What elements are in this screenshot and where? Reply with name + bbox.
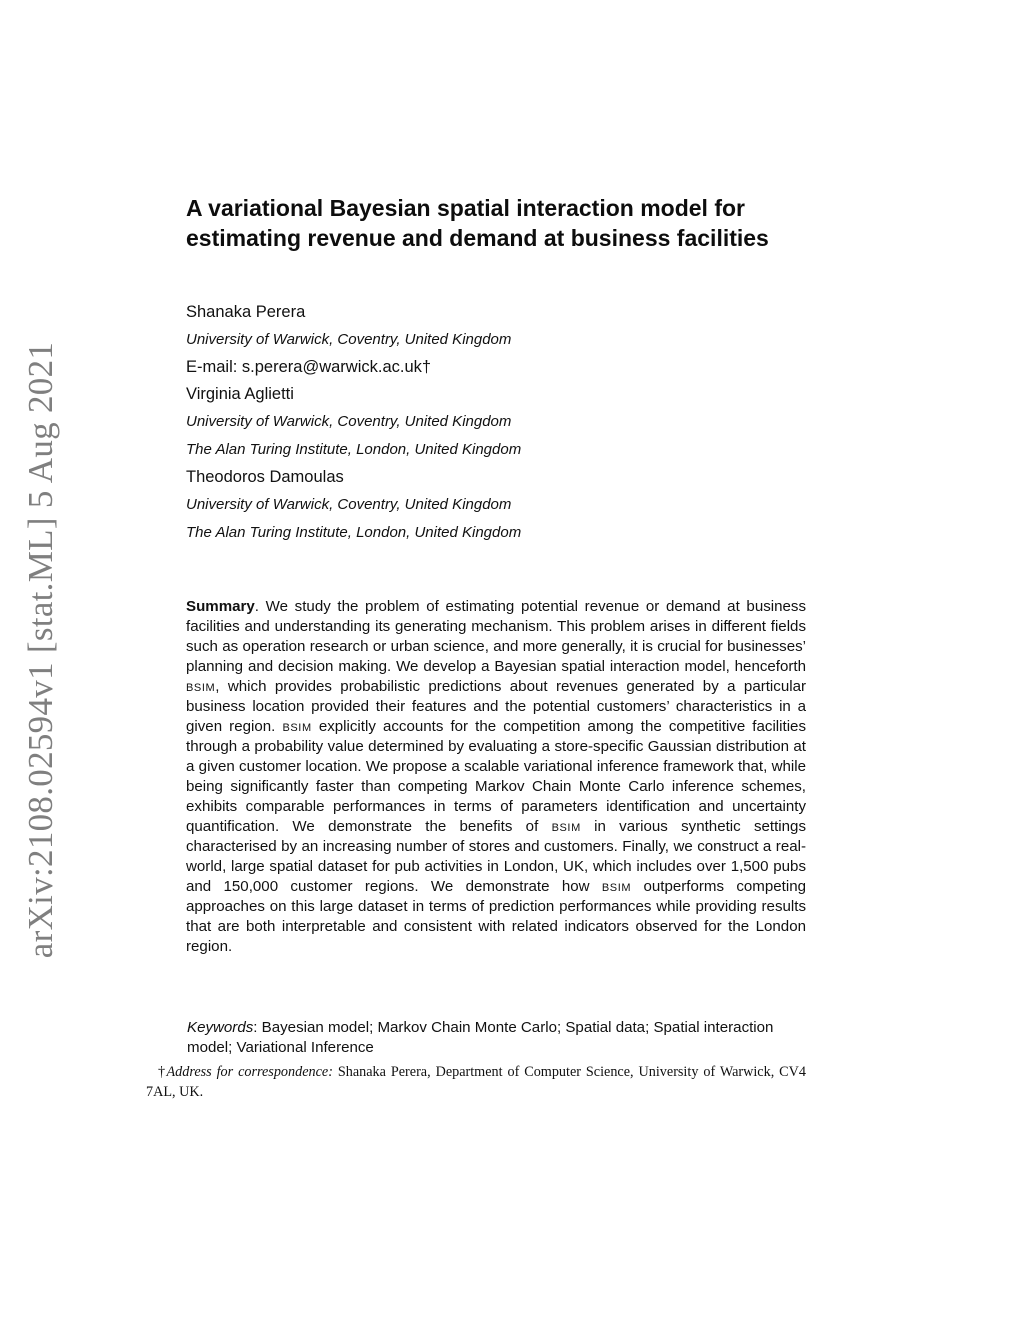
keywords-label: Keywords <box>187 1019 254 1036</box>
keywords-text: : Bayesian model; Markov Chain Monte Carlo; Spatial data; Spatial interaction model; Variational Inference <box>187 1019 774 1056</box>
summary-text-part-5: outperforms competing approaches on this large dataset in terms of prediction performances while providing results that are both interpretable and consistent with related indicators observed for the London region. <box>186 878 806 955</box>
model-name-bsim: bsim <box>601 878 632 895</box>
author-3-affiliation-2: The Alan Turing Institute, London, United Kingdom <box>186 524 522 541</box>
author-2-affiliation-1: University of Warwick, Coventry, United Kingdom <box>186 413 512 430</box>
footnote-text: Shanaka Perera, Department of Computer Science, University of Warwick, CV4 7AL, UK. <box>146 1064 806 1100</box>
summary-text-part-4: in various synthetic settings characterised by an increasing number of stores and customers. Finally, we construct a real-world, large spatial dataset for pub activities in London, UK, which includes over 1,500 pubs and 150,000 customer regions. We demonstrate how <box>186 818 806 895</box>
summary-paragraph <box>186 597 806 957</box>
summary-text-part-3: explicitly accounts for the competition among the competitive facilities through a probability value determined by evaluating a store-specific Gaussian distribution at a given customer location. We propose a scalable variational inference framework that, while being significantly faster than competing Markov Chain Monte Carlo inference schemes, exhibits comparable performances in terms of parameters identification and uncertainty quantification. We demonstrate the benefits of <box>186 718 806 835</box>
author-1-affiliation-1: University of Warwick, Coventry, United Kingdom <box>186 331 512 348</box>
author-2-affiliation-2: The Alan Turing Institute, London, United Kingdom <box>186 441 522 458</box>
author-block <box>186 299 806 547</box>
arxiv-id-text: arXiv:2108.02594v1 [stat.ML] 5 Aug 2021 <box>21 341 60 959</box>
summary-text-part-1: . We study the problem of estimating potential revenue or demand at business facilities and understanding its generating mechanism. This problem arises in different fields such as operation research or urban science, and more generally, it is crucial for businesses’ planning and decision making. We develop a Bayesian spatial interaction model, henceforth <box>186 598 806 675</box>
arxiv-identifier-stamp <box>18 341 64 959</box>
author-name-2: Virginia Aglietti <box>186 385 294 403</box>
correspondence-footnote <box>146 1062 806 1102</box>
keywords-line <box>187 1018 787 1058</box>
author-3-affiliation-1: University of Warwick, Coventry, United Kingdom <box>186 496 512 513</box>
author-1-email: E-mail: s.perera@warwick.ac.uk† <box>186 358 432 376</box>
author-name-1: Shanaka Perera <box>186 303 306 321</box>
model-name-bsim: bsim <box>186 678 216 695</box>
author-name-3: Theodoros Damoulas <box>186 468 344 486</box>
footnote-label: Address for correspondence: <box>166 1064 333 1080</box>
summary-text-part-2: , which provides probabilistic predictions about revenues generated by a particular business location provided their features and the potential customers’ characteristics in a given region. <box>186 678 806 735</box>
summary-label: Summary <box>186 598 255 615</box>
model-name-bsim: bsim <box>282 718 312 735</box>
paper-title: A variational Bayesian spatial interaction model for estimating revenue and demand at business facilities <box>186 195 769 251</box>
paper-front-matter <box>186 193 806 957</box>
model-name-bsim: bsim <box>551 818 581 835</box>
footnote-mark: † <box>158 1064 167 1080</box>
